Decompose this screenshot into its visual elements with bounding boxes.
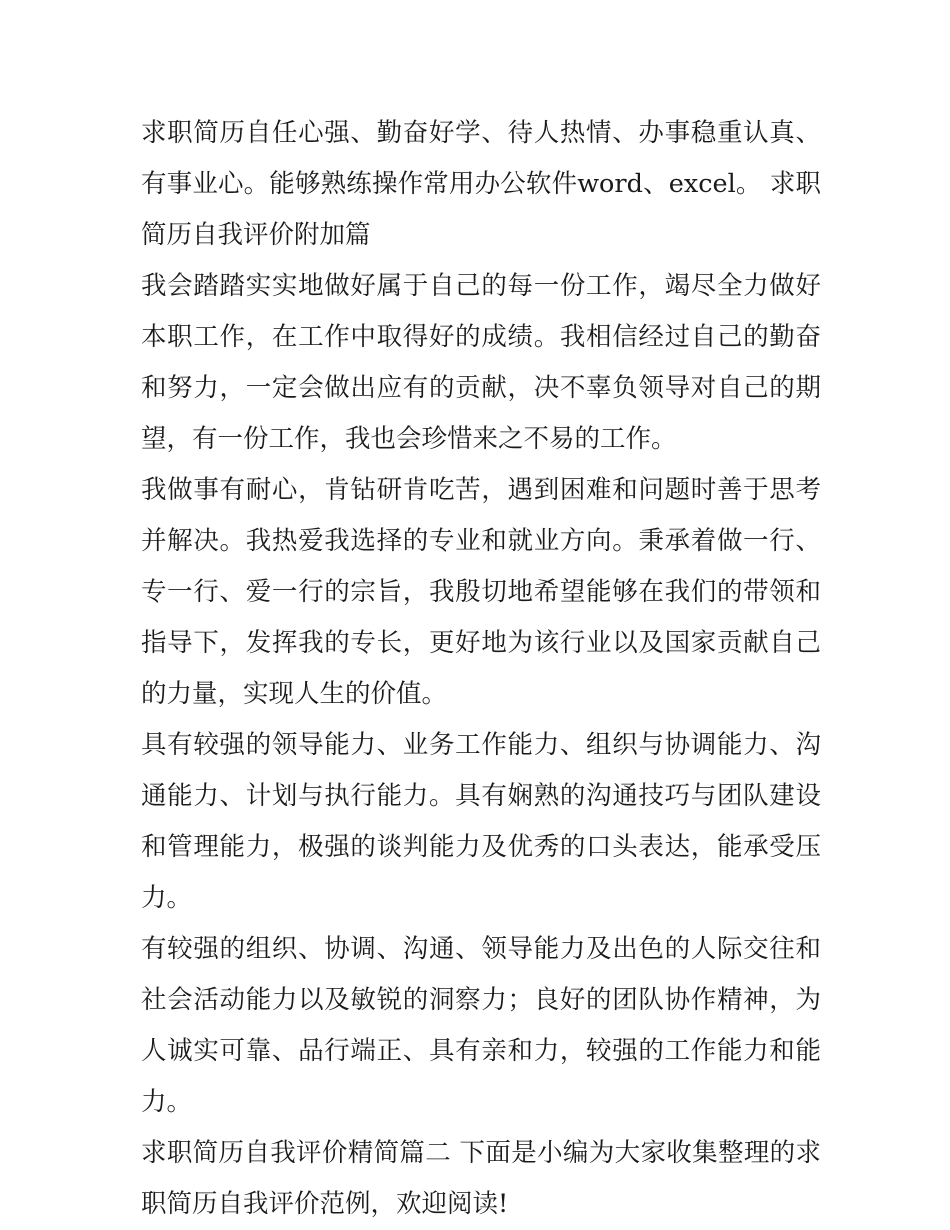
paragraph-4: 具有较强的领导能力、业务工作能力、组织与协调能力、沟通能力、计划与执行能力。具有娴熟的沟通技巧与团队建设和管理能力，极强的谈判能力及优秀的口头表达，能承受压力。: [141, 730, 821, 913]
paragraph-6: 求职简历自我评价精简篇二 下面是小编为大家收集整理的求职简历自我评价范例，欢迎阅读!: [141, 1138, 821, 1219]
paragraph-5: 有较强的组织、协调、沟通、领导能力及出色的人际交往和社会活动能力以及敏锐的洞察力；良好的团队协作精神，为人诚实可靠、品行端正、具有亲和力，较强的工作能力和能力。: [141, 934, 821, 1117]
paragraph-1: 求职简历自任心强、勤奋好学、待人热情、办事稳重认真、有事业心。能够熟练操作常用办公软件word、excel。 求职简历自我评价附加篇: [141, 118, 821, 250]
paragraph-3: 我做事有耐心，肯钻研肯吃苦，遇到困难和问题时善于思考并解决。我热爱我选择的专业和就业方向。秉承着做一行、专一行、爱一行的宗旨，我殷切地希望能够在我们的带领和指导下，发挥我的专长，更好地为该行业以及国家贡献自己的力量，实现人生的价值。: [141, 475, 821, 709]
document-body: [141, 108, 821, 1230]
paragraph-2: 我会踏踏实实地做好属于自己的每一份工作，竭尽全力做好本职工作，在工作中取得好的成绩。我相信经过自己的勤奋和努力，一定会做出应有的贡献，决不辜负领导对自己的期望，有一份工作，我也会珍惜来之不易的工作。: [141, 271, 821, 454]
